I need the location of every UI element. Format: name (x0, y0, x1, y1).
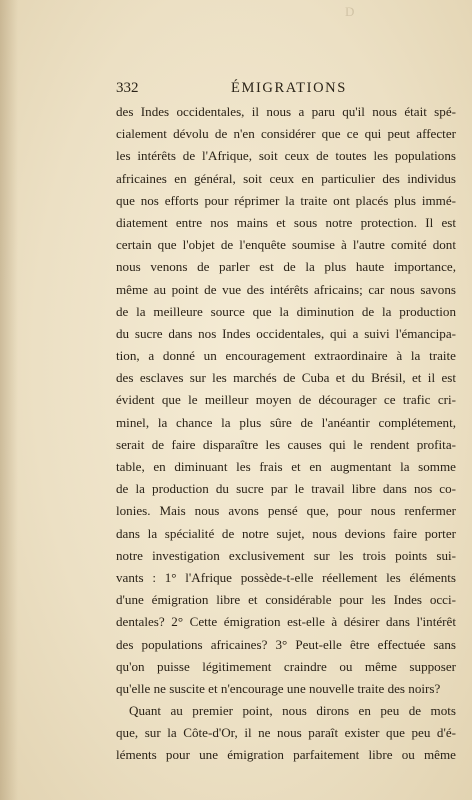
text-line: des populations africaines? 3° Peut-elle être effectuée sans (116, 636, 456, 652)
text-line: diatement entre nos mains et sous notre protection. Il est (116, 214, 456, 230)
text-line: que nos efforts pour réprimer la traite ont placés plus immé- (116, 192, 456, 208)
text-line: notre investigation exclusivement sur les trois points sui- (116, 547, 456, 563)
page-number: 332 (116, 80, 139, 96)
text-line: lonies. Mais nous avons pensé que, pour nous renfermer (116, 503, 456, 519)
text-line: vants : 1° l'Afrique possède-t-elle réellement les éléments (116, 569, 456, 585)
text-line: minel, la chance la plus sûre de l'anéantir complétement, (116, 414, 456, 430)
paragraph-end-line: qu'elle ne suscite et n'encourage une nouvelle traite des noirs? (116, 680, 441, 696)
text-line: dans la spécialité de notre sujet, nous devions faire porter (116, 525, 456, 541)
text-line: tion, a donné un encouragement extraordinaire à la traite (116, 348, 456, 364)
text-line: serait de faire disparaître les causes qui le rendent profita- (116, 436, 456, 452)
text-line: de la meilleure source que la diminution de la production (116, 303, 456, 319)
running-title: ÉMIGRATIONS (231, 80, 347, 96)
text-line: africaines en général, soit ceux en particulier des individus (116, 170, 456, 186)
text-line: dentales? 2° Cette émigration est-elle à désirer dans l'intérêt (116, 614, 456, 630)
page-header (116, 80, 456, 100)
text-line: que, sur la Côte-d'Or, il ne nous paraît exister que peu d'é- (116, 725, 456, 741)
text-line: même au point de vue des intérêts africains; car nous savons (116, 281, 456, 297)
paragraph-start-line: Quant au premier point, nous dirons en peu de mots (129, 703, 456, 719)
body-text (116, 101, 456, 767)
text-line: nous venons de parler est de la plus haute importance, (116, 259, 456, 275)
text-line: évident que le meilleur moyen de décourager ce trafic cri- (116, 392, 456, 408)
text-line: table, en diminuant les frais et en augmentant la somme (116, 459, 456, 474)
spine-shadow (0, 0, 18, 800)
text-line: des Indes occidentales, il nous a paru qu'il nous était spé- (116, 104, 456, 119)
text-line: cialement dévolu de n'en considérer que ce qui peut affecter (116, 126, 456, 142)
text-line: d'une émigration libre et considérable pour les Indes occi- (116, 592, 456, 608)
bleed-through-text: D (345, 4, 358, 19)
text-line: qu'on puisse légitimement craindre ou même supposer (116, 658, 456, 674)
text-line: du sucre dans nos Indes occidentales, qui a suivi l'émancipa- (116, 325, 456, 341)
text-line: des esclaves sur les marchés de Cuba et du Brésil, et il est (116, 370, 456, 386)
text-line: léments pour une émigration parfaitement libre ou même (116, 747, 456, 763)
text-line: certain que l'objet de l'enquête soumise à l'autre comité dont (116, 237, 456, 253)
text-line: de la production du sucre par le travail libre dans nos co- (116, 481, 456, 497)
text-line: les intérêts de l'Afrique, soit ceux de toutes les populations (116, 148, 456, 164)
